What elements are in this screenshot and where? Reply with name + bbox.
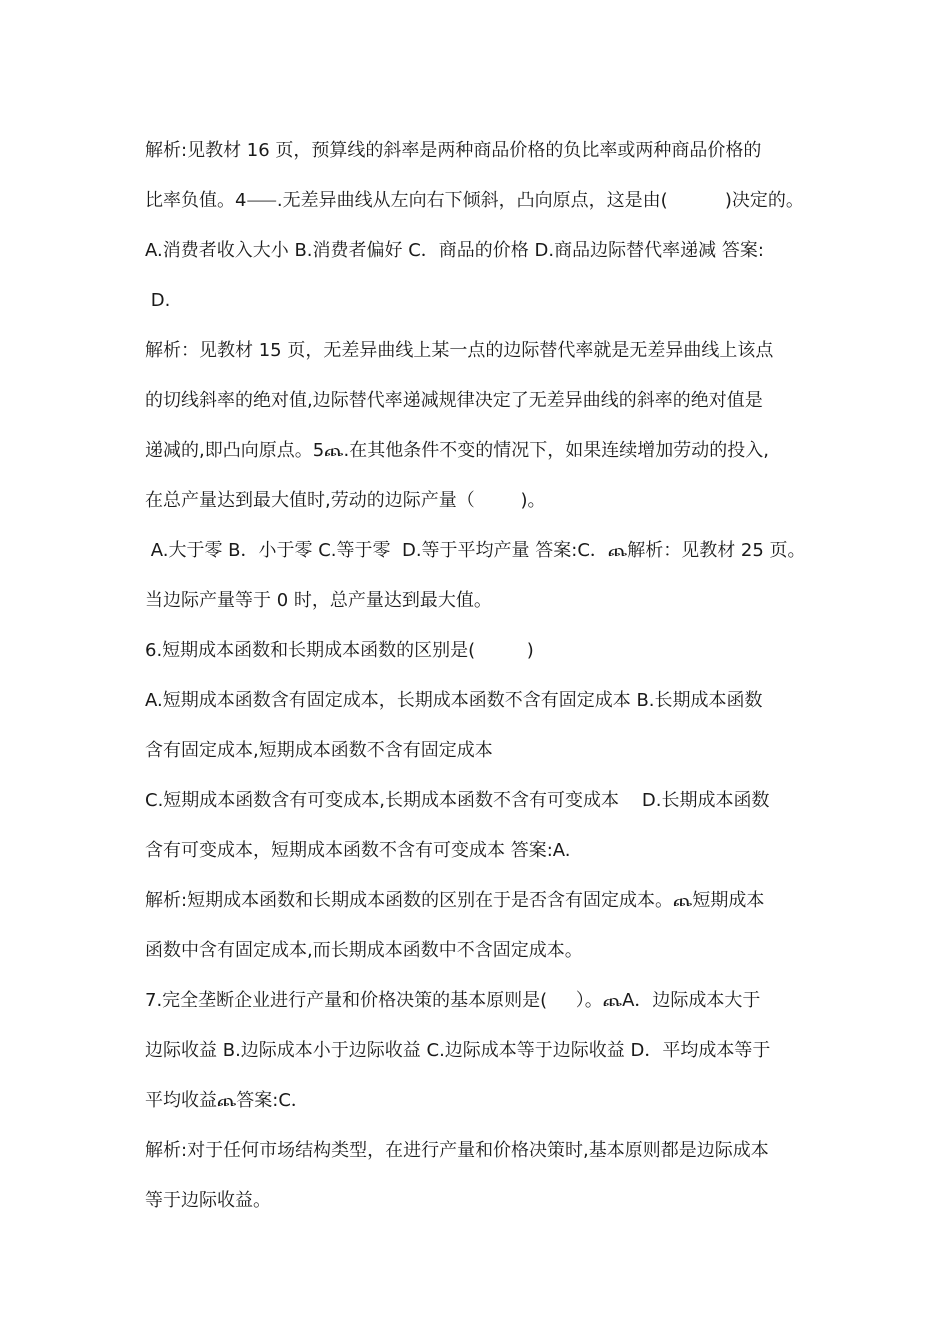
text-line: 解析:对于任何市场结构类型，在进行产量和价格决策时,基本原则都是边际成本 — [145, 1140, 769, 1161]
text-line: 6.短期成本函数和长期成本函数的区别是( ) — [145, 640, 534, 661]
text-line: 在总产量达到最大值时,劳动的边际产量（ )。 — [145, 490, 546, 511]
text-line: 平均收益ጨ答案:C． — [145, 1090, 309, 1111]
text-line: 解析:短期成本函数和长期成本函数的区别在于是否含有固定成本。ጨ短期成本 — [145, 890, 765, 911]
text-line: 含有可变成本，短期成本函数不含有可变成本 答案:A. — [145, 840, 571, 861]
text-line: 含有固定成本,短期成本函数不含有固定成本 — [145, 740, 493, 761]
text-line: 当边际产量等于 0 时，总产量达到最大值。 — [145, 590, 492, 611]
text-line: A.消费者收入大小 B.消费者偏好 C．商品的价格 D.商品边际替代率递减 答案: — [145, 240, 764, 261]
text-line: A.短期成本函数含有固定成本，长期成本函数不含有固定成本 B.长期成本函数 — [145, 690, 763, 711]
text-line: D. — [145, 290, 171, 311]
text-line: C.短期成本函数含有可变成本,长期成本函数不含有可变成本 D.长期成本函数 — [145, 790, 770, 811]
text-line: 解析:见教材 16 页，预算线的斜率是两种商品价格的负比率或两种商品价格的 — [145, 140, 762, 161]
text-line: 的切线斜率的绝对值,边际替代率递减规律决定了无差异曲线的斜率的绝对值是 — [145, 390, 763, 411]
text-line: 边际收益 B.边际成本小于边际收益 C.边际成本等于边际收益 D．平均成本等于 — [145, 1040, 771, 1061]
text-line: 函数中含有固定成本,而长期成本函数中不含固定成本。 — [145, 940, 583, 961]
text-line: 解析：见教材 15 页，无差异曲线上某一点的边际替代率就是无差异曲线上该点 — [145, 340, 774, 361]
text-line: 7.完全垄断企业进行产量和价格决策的基本原则是( ）。ጨA．边际成本大于 — [145, 990, 761, 1011]
text-line: 等于边际收益。 — [145, 1190, 271, 1211]
text-line: 递减的,即凸向原点。5ጨ.在其他条件不变的情况下，如果连续增加劳动的投入, — [145, 440, 769, 461]
text-line: A.大于零 B．小于零 C.等于零 D.等于平均产量 答案:C．ጨ解析：见教材 25 页。 — [145, 540, 806, 561]
text-line: 比率负值。4⸺.无差异曲线从左向右下倾斜，凸向原点，这是由( )决定的。 — [145, 190, 804, 211]
